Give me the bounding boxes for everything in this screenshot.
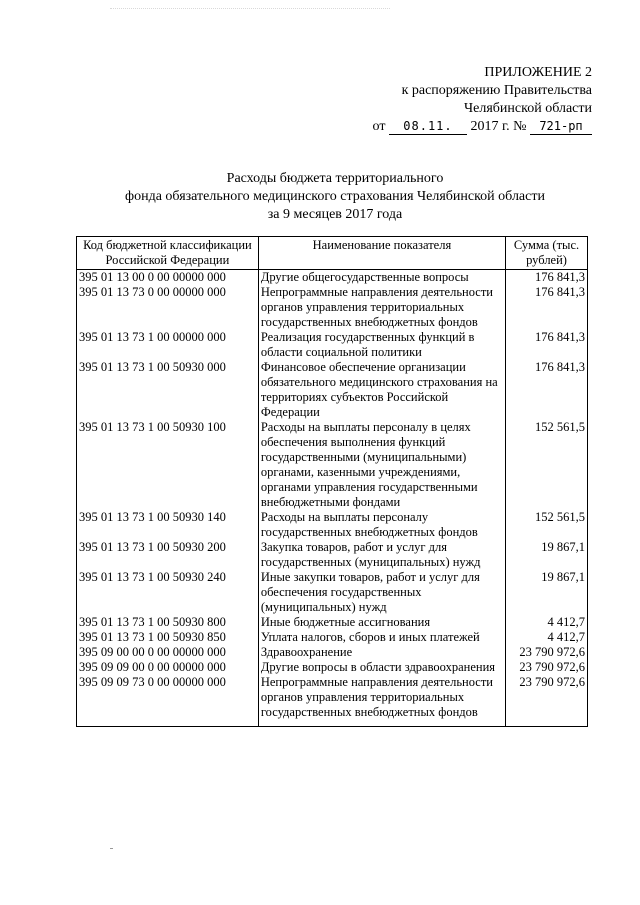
row-name: Иные закупки товаров, работ и услуг для обеспечения государственных (муниципальных) нужд bbox=[258, 570, 505, 615]
row-amount: 4 412,7 bbox=[506, 630, 588, 645]
row-code: 395 09 09 00 0 00 00000 000 bbox=[77, 660, 259, 675]
order-year-label: 2017 г. № bbox=[470, 119, 527, 134]
appendix-header bbox=[332, 64, 592, 136]
table-row bbox=[77, 360, 588, 420]
table-row bbox=[77, 615, 588, 630]
row-name: Другие вопросы в области здравоохранения bbox=[258, 660, 505, 675]
row-code: 395 01 13 73 1 00 00000 000 bbox=[77, 330, 259, 360]
scan-artifact bbox=[110, 848, 113, 849]
row-name: Расходы на выплаты персоналу в целях обеспечения выполнения функций государственными (муниципальными) органами, казенными учреждениями, органами управления государственными внебюджетными фондами bbox=[258, 420, 505, 510]
row-amount: 152 561,5 bbox=[506, 420, 588, 510]
row-name: Уплата налогов, сборов и иных платежей bbox=[258, 630, 505, 645]
table-row bbox=[77, 660, 588, 675]
row-amount: 152 561,5 bbox=[506, 510, 588, 540]
title-line-1: Расходы бюджета территориального bbox=[226, 171, 444, 186]
title-line-3: за 9 месяцев 2017 года bbox=[267, 207, 403, 222]
table-row bbox=[77, 540, 588, 570]
order-line bbox=[332, 118, 592, 136]
row-amount: 19 867,1 bbox=[506, 570, 588, 615]
row-name: Финансовое обеспечение организации обязательного медицинского страхования на территориях субъектов Российской Федерации bbox=[258, 360, 505, 420]
scan-artifact bbox=[110, 8, 390, 15]
header-code: Код бюджетной классификации Российской Федерации bbox=[77, 237, 259, 270]
row-name: Расходы на выплаты персоналу государственных внебюджетных фондов bbox=[258, 510, 505, 540]
appendix-line-1: к распоряжению Правительства bbox=[401, 83, 592, 98]
table-row bbox=[77, 270, 588, 286]
table-row bbox=[77, 630, 588, 645]
row-name: Непрограммные направления деятельности органов управления территориальных государственных внебюджетных фондов bbox=[258, 285, 505, 330]
row-code: 395 01 13 73 1 00 50930 850 bbox=[77, 630, 259, 645]
row-amount: 176 841,3 bbox=[506, 360, 588, 420]
row-amount: 176 841,3 bbox=[506, 285, 588, 330]
row-code: 395 01 13 73 1 00 50930 240 bbox=[77, 570, 259, 615]
appendix-title: ПРИЛОЖЕНИЕ 2 bbox=[484, 65, 592, 80]
row-code: 395 01 13 73 1 00 50930 140 bbox=[77, 510, 259, 540]
row-code: 395 01 13 73 1 00 50930 000 bbox=[77, 360, 259, 420]
row-amount: 19 867,1 bbox=[506, 540, 588, 570]
table-header-row bbox=[77, 237, 588, 270]
row-code: 395 01 13 73 1 00 50930 800 bbox=[77, 615, 259, 630]
row-name: Непрограммные направления деятельности органов управления территориальных государственных внебюджетных фондов bbox=[258, 675, 505, 727]
row-name: Закупка товаров, работ и услуг для государственных (муниципальных) нужд bbox=[258, 540, 505, 570]
table-row bbox=[77, 510, 588, 540]
row-code: 395 01 13 73 0 00 00000 000 bbox=[77, 285, 259, 330]
row-name: Другие общегосударственные вопросы bbox=[258, 270, 505, 286]
row-amount: 23 790 972,6 bbox=[506, 645, 588, 660]
row-name: Иные бюджетные ассигнования bbox=[258, 615, 505, 630]
appendix-line-2: Челябинской области bbox=[464, 101, 592, 116]
table-row bbox=[77, 570, 588, 615]
row-amount: 23 790 972,6 bbox=[506, 675, 588, 727]
table-row bbox=[77, 645, 588, 660]
order-number: 721-рп bbox=[530, 119, 592, 135]
document-title bbox=[60, 170, 610, 224]
table-row bbox=[77, 330, 588, 360]
row-code: 395 01 13 73 1 00 50930 100 bbox=[77, 420, 259, 510]
header-amount: Сумма (тыс. рублей) bbox=[506, 237, 588, 270]
row-code: 395 01 13 73 1 00 50930 200 bbox=[77, 540, 259, 570]
order-from-label: от bbox=[372, 119, 386, 134]
row-amount: 176 841,3 bbox=[506, 270, 588, 286]
row-code: 395 09 00 00 0 00 00000 000 bbox=[77, 645, 259, 660]
table-row bbox=[77, 675, 588, 727]
order-date: 08.11. bbox=[389, 119, 467, 135]
expenses-table bbox=[76, 236, 588, 727]
row-amount: 176 841,3 bbox=[506, 330, 588, 360]
row-code: 395 09 09 73 0 00 00000 000 bbox=[77, 675, 259, 727]
row-name: Реализация государственных функций в области социальной политики bbox=[258, 330, 505, 360]
table-row bbox=[77, 420, 588, 510]
table-row bbox=[77, 285, 588, 330]
row-name: Здравоохранение bbox=[258, 645, 505, 660]
header-name: Наименование показателя bbox=[258, 237, 505, 270]
row-amount: 4 412,7 bbox=[506, 615, 588, 630]
row-amount: 23 790 972,6 bbox=[506, 660, 588, 675]
title-line-2: фонда обязательного медицинского страхования Челябинской области bbox=[125, 189, 545, 204]
row-code: 395 01 13 00 0 00 00000 000 bbox=[77, 270, 259, 286]
